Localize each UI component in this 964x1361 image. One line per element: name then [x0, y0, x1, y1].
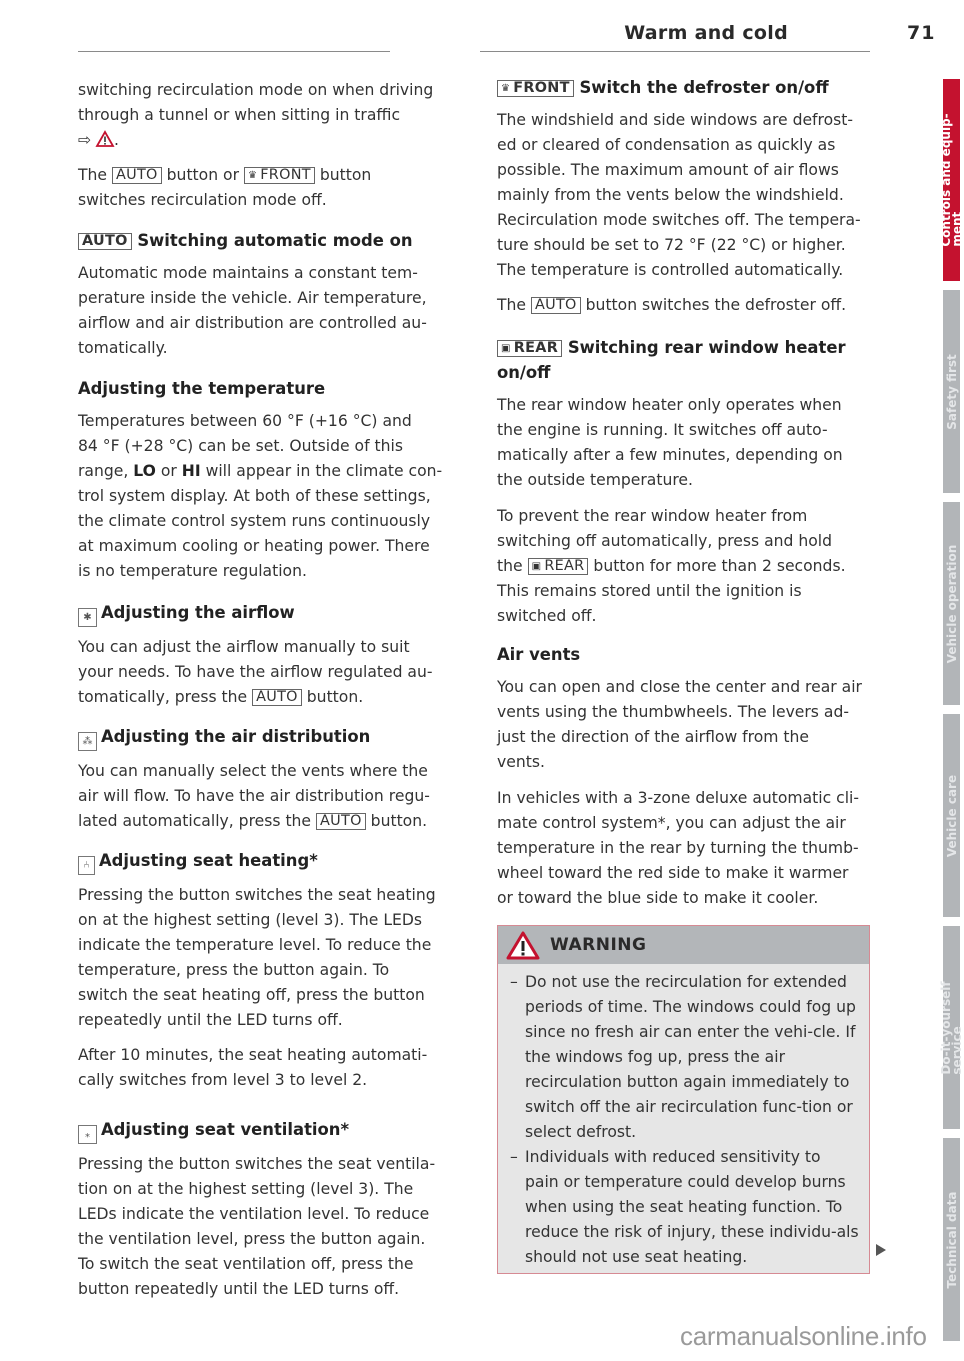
- fan-icon: ✱: [78, 608, 97, 627]
- warning-title: WARNING: [550, 935, 647, 955]
- air-vents-section: Air vents You can open and close the center and rear air vents using the thumbwheels. The levers ad- just the direction of the airflow from the vents. In vehicles with a 3-zone deluxe automatic cli- mate control system*, you can adjust the air temperature in the rear by turning the thumb- wheel toward the red side to make it warmer or toward the blue side to make it cooler.: [497, 642, 862, 911]
- tab-safety-first[interactable]: Safety first: [943, 290, 960, 493]
- front-button-label: ♛ FRONT: [497, 80, 574, 97]
- watermark: carmanualsonline.info: [680, 1321, 927, 1351]
- seat-heating-icon: ⑃: [78, 856, 95, 875]
- rear-heater-section: ▣ REAR Switching rear window heater on/off The rear window heater only operates when the engine is running. It switches off auto- matically after a few minutes, depending on the outside temperature. To prevent the rear window heater from switching off automatically, press and hold the ▣ REAR button for more than 2 seconds. This remains stored until the ignition is switched off.: [497, 335, 846, 629]
- rear-button-label: ▣ REAR: [497, 340, 562, 357]
- section-heading: ♛ FRONT Switch the defroster on/off: [497, 75, 861, 100]
- tab-controls-and-equipment[interactable]: Controls and equip- ment: [943, 79, 960, 281]
- hi-label: HI: [181, 462, 201, 480]
- auto-button-label: AUTO: [316, 813, 366, 830]
- warning-header: [498, 926, 869, 964]
- air-distribution-icon: ⁂: [78, 732, 97, 751]
- section-heading: Adjusting the temperature: [78, 379, 326, 398]
- header-rule-right: [480, 51, 870, 52]
- section-heading: Air vents: [497, 645, 581, 664]
- intro-ref: ⇨ .: [78, 131, 120, 149]
- seat-heating-section: ⑃ Adjusting seat heating* Pressing the button switches the seat heating on at the highest setting (level 3). The LEDs indicate the temperature level. To reduce the temperature, press the button again. To switch the seat heating off, press the button repeatedly until the LED turns off. After 10 minutes, the seat heating automati- cally switches from level 3 to level 2.: [78, 848, 436, 1093]
- front-button-label: ♛ FRONT: [244, 167, 315, 184]
- section-heading: ⁂ Adjusting the air distribution: [78, 724, 430, 751]
- intro-line: through a tunnel or when sitting in traffic: [78, 106, 401, 124]
- auto-section: AUTO Switching automatic mode on Automatic mode maintains a constant tem- perature inside the vehicle. Air temperature, airflow and air distribution are controlled au- tomatically.: [78, 228, 427, 361]
- defroster-section: ♛ FRONT Switch the defroster on/off The windshield and side windows are defrost- ed or cleared of condensation as quickly as possible. The maximum amount of air flows mainly from the vents below the windshield. Recirculation mode switches off. The tempera- ture should be set to 72 °F (22 °C) or higher. The temperature is controlled automatically. The AUTO button switches the defroster off.: [497, 75, 861, 318]
- seat-ventilation-section: ⁎ Adjusting seat ventilation* Pressing the button switches the seat ventila- tion on at the highest setting (level 3). The LEDs indicate the ventilation level. To reduce the ventilation level, press the button again. To switch the seat ventilation off, press the button repeatedly until the LED turns off.: [78, 1117, 435, 1302]
- header-rule-left: [78, 51, 390, 52]
- warning-box: [497, 925, 870, 1274]
- defrost-icon: ♛: [501, 83, 511, 94]
- auto-button-label: AUTO: [252, 689, 302, 706]
- airflow-section: ✱ Adjusting the airflow You can adjust the airflow manually to suit your needs. To have the airflow regulated au- tomatically, press the AUTO button.: [78, 600, 433, 710]
- recirc-off-paragraph: The AUTO button or ♛ FRONT button switches recirculation mode off.: [78, 166, 372, 209]
- intro-paragraph: [78, 78, 433, 153]
- tab-vehicle-operation[interactable]: Vehicle operation: [943, 502, 960, 705]
- warning-triangle-icon: [96, 131, 114, 147]
- section-heading: ⑃ Adjusting seat heating*: [78, 848, 436, 875]
- section-heading: ⁎ Adjusting seat ventilation*: [78, 1117, 435, 1144]
- rear-defrost-icon: ▣: [501, 343, 511, 354]
- defrost-icon: ♛: [247, 170, 258, 181]
- rear-button-label: ▣ REAR: [528, 558, 589, 575]
- tab-vehicle-care[interactable]: Vehicle care: [943, 714, 960, 917]
- section-heading: ▣ REAR Switching rear window heater on/off: [497, 338, 846, 382]
- seat-ventilation-icon: ⁎: [78, 1125, 97, 1144]
- section-heading: AUTO Switching automatic mode on: [78, 228, 427, 253]
- intro-line: switching recirculation mode on when driving: [78, 81, 434, 99]
- tab-do-it-yourself-service[interactable]: Do-it-yourself service: [943, 926, 960, 1129]
- lo-label: LO: [133, 462, 156, 480]
- warning-item: – Individuals with reduced sensitivity to pain or temperature could develop burns when using the seat heating function. To reduce the risk of injury, these individu-als should not use seat heating.: [510, 1145, 859, 1270]
- auto-button-label: AUTO: [78, 233, 132, 250]
- warning-list: [498, 964, 869, 1270]
- temperature-section: Adjusting the temperature Temperatures between 60 °F (+16 °C) and 84 °F (+28 °C) can be set. Outside of this range, LO or HI will appear in the climate con- trol system display. At both of these settings, the climate control system runs continuously at maximum cooling or heating power. There is no temperature regulation.: [78, 376, 442, 584]
- continue-arrow-icon: [876, 1244, 886, 1256]
- reference-arrow-icon: ⇨: [78, 131, 92, 149]
- section-heading: ✱ Adjusting the airflow: [78, 600, 433, 627]
- rear-defrost-icon: ▣: [531, 561, 542, 572]
- warning-item: – Do not use the recirculation for extended periods of time. The windows could fog up since no fresh air can enter the vehi-cle. If the windows fog up, press the air recirculation button again immediately to switch off the air recirculation func-tion or select defrost.: [510, 970, 859, 1145]
- distribution-section: ⁂ Adjusting the air distribution You can manually select the vents where the air will flow. To have the air distribution regu- lated automatically, press the AUTO button.: [78, 724, 430, 834]
- page-number: 71: [907, 22, 936, 44]
- warning-triangle-icon: [506, 931, 540, 960]
- auto-button-label: AUTO: [112, 167, 162, 184]
- auto-button-label: AUTO: [531, 297, 581, 314]
- section-title: Warm and cold: [624, 22, 788, 44]
- tab-technical-data[interactable]: Technical data: [943, 1138, 960, 1341]
